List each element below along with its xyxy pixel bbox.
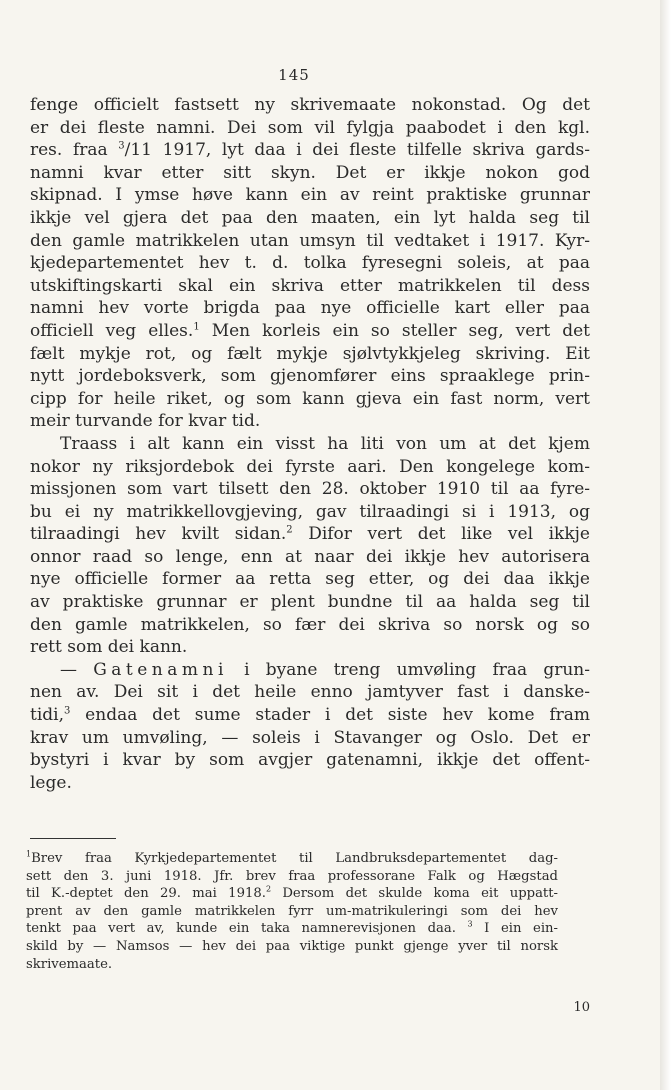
text-line: nokor ny riksjordebok dei fyrste aari. Den kongelege kom-	[30, 456, 590, 477]
signature-mark: 10	[573, 1000, 590, 1015]
page-number: 145	[278, 66, 310, 84]
footnote-line: skild by — Namsos — hev dei paa viktige punkt gjenge yver til norsk	[26, 938, 558, 954]
text-line: meir turvande for kvar tid.	[30, 411, 261, 432]
footnote-line: tenkt paa vert av, kunde ein taka namnerevisjonen daa. $^3$ I ein ein-	[26, 919, 558, 937]
body-text	[30, 94, 590, 794]
text-line: nye officielle former aa retta seg etter, og dei daa ikkje	[30, 569, 590, 590]
footnote-marker: 2	[265, 884, 272, 894]
text-line: kjedepartementet hev t. d. tolka fyresegni soleis, at paa	[30, 253, 590, 274]
page-edge	[660, 0, 671, 1090]
footnote-ref: 1	[193, 321, 200, 333]
text-line: res. fraa $^3$/11 1917, lyt daa i dei fleste tilfelle skriva gards-	[30, 140, 590, 161]
text-line: den gamle matrikkelen utan umsyn til vedtaket i 1917. Kyr-	[30, 230, 590, 251]
text-line: ikkje vel gjera det paa den maaten, ein lyt halda seg til	[30, 207, 590, 228]
text-line: onnor raad so lenge, enn at naar dei ikkje hev autorisera	[30, 546, 590, 567]
text-line: lege.	[30, 772, 72, 793]
footnotes	[26, 850, 558, 973]
fraction-numerator: 3	[118, 140, 125, 152]
text-line: bystyri i kvar by som avgjer gatenamni, ikkje det offent-	[30, 750, 590, 771]
spaced-term: Gatenamni	[93, 659, 228, 680]
text-line: krav um umvøling, — soleis i Stavanger og Oslo. Det er	[30, 727, 590, 748]
text-line: utskiftingskarti skal ein skriva etter matrikkelen til dess	[30, 275, 590, 296]
text-line: fenge officielt fastsett ny skrivemaate nokonstad. Og det	[30, 95, 590, 115]
text-line: den gamle matrikkelen, so fær dei skriva so norsk og so	[30, 614, 590, 635]
footnote-ref: 3	[64, 705, 71, 717]
text-line: tilraadingi hev kvilt sidan.$^2$ Difor vert det like vel ikkje	[30, 524, 590, 545]
text-line: namni hev vorte brigda paa nye officielle kart eller paa	[30, 298, 590, 319]
footnote-line: $^1$Brev fraa Kyrkjedepartementet til Landbruksdepartementet dag-	[26, 849, 558, 866]
footnote-line: prent av den gamle matrikkelen fyrr um-matrikuleringi som dei hev	[26, 903, 558, 919]
text-line: Traass i alt kann ein visst ha liti von um at det kjem	[60, 433, 590, 454]
text-line: rett som dei kann.	[30, 637, 188, 658]
text-line: nen av. Dei sit i det heile enno jamtyver fast i danske-	[30, 682, 590, 703]
text-line: missjonen som vart tilsett den 28. oktober 1910 til aa fyre-	[30, 479, 590, 500]
footnote-divider	[30, 838, 116, 839]
text-line: namni kvar etter sitt skyn. Det er ikkje nokon god	[30, 162, 590, 183]
footnote-ref: 2	[286, 524, 293, 536]
text-line: fælt mykje rot, og fælt mykje sjølvtykkjeleg skriving. Eit	[30, 343, 590, 364]
footnote-line: skrivemaate.	[26, 956, 113, 972]
footnote-marker: 3	[467, 919, 473, 929]
text-line: — Gatenamni i byane treng umvøling fraa grun-	[60, 659, 590, 680]
text-line: tidi,$^3$ endaa det sume stader i det siste hev kome fram	[30, 705, 590, 726]
footnote-line: til K.-deptet den 29. mai 1918.$^2$ Dersom det skulde koma eit uppatt-	[26, 884, 558, 902]
footnote-marker: 1	[26, 849, 32, 859]
text-line: er dei fleste namni. Dei som vil fylgja paabodet i den kgl.	[30, 117, 590, 138]
text-line: nytt jordeboksverk, som gjenomfører eins spraaklege prin-	[30, 366, 590, 387]
fraction-denominator: /11	[124, 140, 152, 161]
footnote-line: sett den 3. juni 1918. Jfr. brev fraa professorane Falk og Hægstad	[26, 868, 558, 884]
text-line: officiell veg elles.$^1$ Men korleis ein so steller seg, vert det	[30, 320, 590, 341]
text-line: cipp for heile riket, og som kann gjeva ein fast norm, vert	[30, 388, 590, 409]
text-line: skipnad. I ymse høve kann ein av reint praktiske grunnar	[30, 185, 590, 206]
text-line: bu ei ny matrikkellovgjeving, gav tilraadingi si i 1913, og	[30, 501, 590, 522]
text-line: av praktiske grunnar er plent bundne til aa halda seg til	[30, 592, 590, 613]
